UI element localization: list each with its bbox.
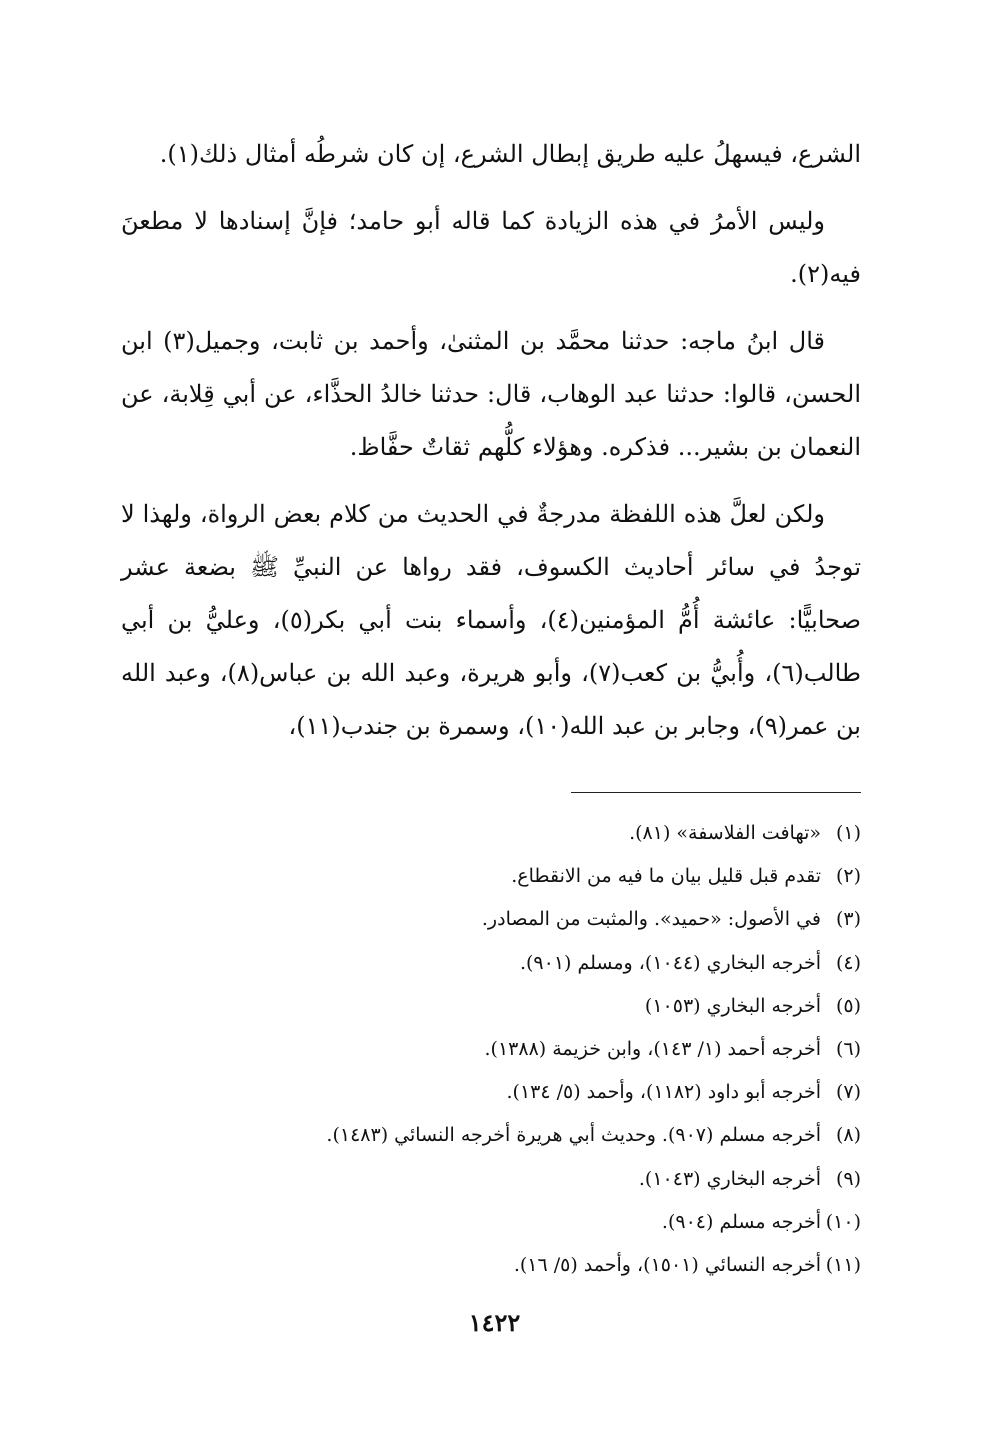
footnote-3: [121, 898, 861, 941]
footnote-number: (٨): [835, 1124, 861, 1147]
footnote-8: [121, 1114, 861, 1157]
footnote-text: أخرجه البخاري (١٠٤٣).: [638, 1167, 821, 1190]
footnote-text: أخرجه البخاري (١٠٤٤)، ومسلم (٩٠١).: [519, 951, 821, 974]
footnote-number: (١١): [825, 1254, 861, 1277]
footnote-divider: [571, 792, 861, 793]
paragraph-4: ولكن لعلَّ هذه اللفظة مدرجةٌ في الحديث من كلام بعض الرواة، ولهذا لا توجدُ في سائر أحاديث الكسوف، فقد رواها عن النبيِّ ﷺ بضعة عشر صحابيًّا: عائشة أُمُّ المؤمنين(٤)، وأسماء بنت أبي بكر(٥)، وعليُّ بن أبي طالب(٦)، وأُبيُّ بن كعب(٧)، وأبو هريرة، وعبد الله بن عباس(٨)، وعبد الله بن عمر(٩)، وجابر بن عبد الله(١٠)، وسمرة بن جندب(١١)،: [121, 500, 862, 740]
footnote-text: أخرجه البخاري (١٠٥٣): [644, 994, 821, 1017]
footnote-number: (٤): [835, 951, 861, 974]
footnote-text: أخرجه النسائي (١٥٠١)، وأحمد (٥/ ١٦).: [513, 1254, 821, 1277]
footnote-text: «تهافت الفلاسفة» (٨١).: [629, 822, 821, 844]
footnote-number: (١٠): [825, 1210, 861, 1233]
footnote-text: أخرجه مسلم (٩٠٤).: [661, 1210, 821, 1233]
footnote-5: [121, 985, 861, 1028]
footnote-7: [121, 1071, 861, 1114]
footnote-1: [121, 812, 861, 855]
footnote-6: [121, 1028, 861, 1071]
footnote-text: في الأصول: «حميد». والمثبت من المصادر.: [481, 908, 821, 931]
footnote-9: [121, 1158, 861, 1201]
footnote-11: [121, 1244, 861, 1287]
page-number: ١٤٢٢: [468, 1308, 521, 1337]
paragraph-3: قال ابنُ ماجه: حدثنا محمَّد بن المثنىٰ، وأحمد بن ثابت، وجميل(٣) ابن الحسن، قالوا: حدثنا عبد الوهاب، قال: حدثنا خالدُ الحذَّاء، عن أبي قِلابة، عن النعمان بن بشير... فذكره. وهؤلاء كلُّهم ثقاتٌ حفَّاظ.: [121, 327, 861, 461]
footnote-2: [121, 855, 861, 898]
footnote-text: أخرجه أبو داود (١١٨٢)، وأحمد (٥/ ١٣٤).: [506, 1081, 821, 1104]
footnote-number: (٣): [835, 908, 861, 931]
paragraph-1: الشرع، فيسهلُ عليه طريق إبطال الشرع، إن كان شرطُه أمثال ذلك(١).: [159, 140, 861, 168]
footnote-10: [121, 1201, 861, 1244]
main-text: [121, 128, 861, 767]
footnote-text: تقدم قبل قليل بيان ما فيه من الانقطاع.: [511, 865, 821, 888]
footnote-text: أخرجه أحمد (١/ ١٤٣)، وابن خزيمة (١٣٨٨).: [484, 1038, 821, 1061]
footnote-number: (٩): [835, 1167, 861, 1190]
footnote-number: (١): [835, 822, 861, 844]
footnote-4: [121, 942, 861, 985]
footnote-number: (٢): [835, 865, 861, 888]
footnote-number: (٧): [835, 1081, 861, 1104]
footnote-number: (٦): [835, 1038, 861, 1061]
paragraph-2: وليس الأمرُ في هذه الزيادة كما قاله أبو حامد؛ فإنَّ إسنادها لا مطعنَ فيه(٢).: [121, 207, 861, 288]
footnote-text: أخرجه مسلم (٩٠٧). وحديث أبي هريرة أخرجه النسائي (١٤٨٣).: [326, 1124, 821, 1147]
footnote-number: (٥): [835, 994, 861, 1017]
footnotes-list: [121, 812, 861, 1287]
